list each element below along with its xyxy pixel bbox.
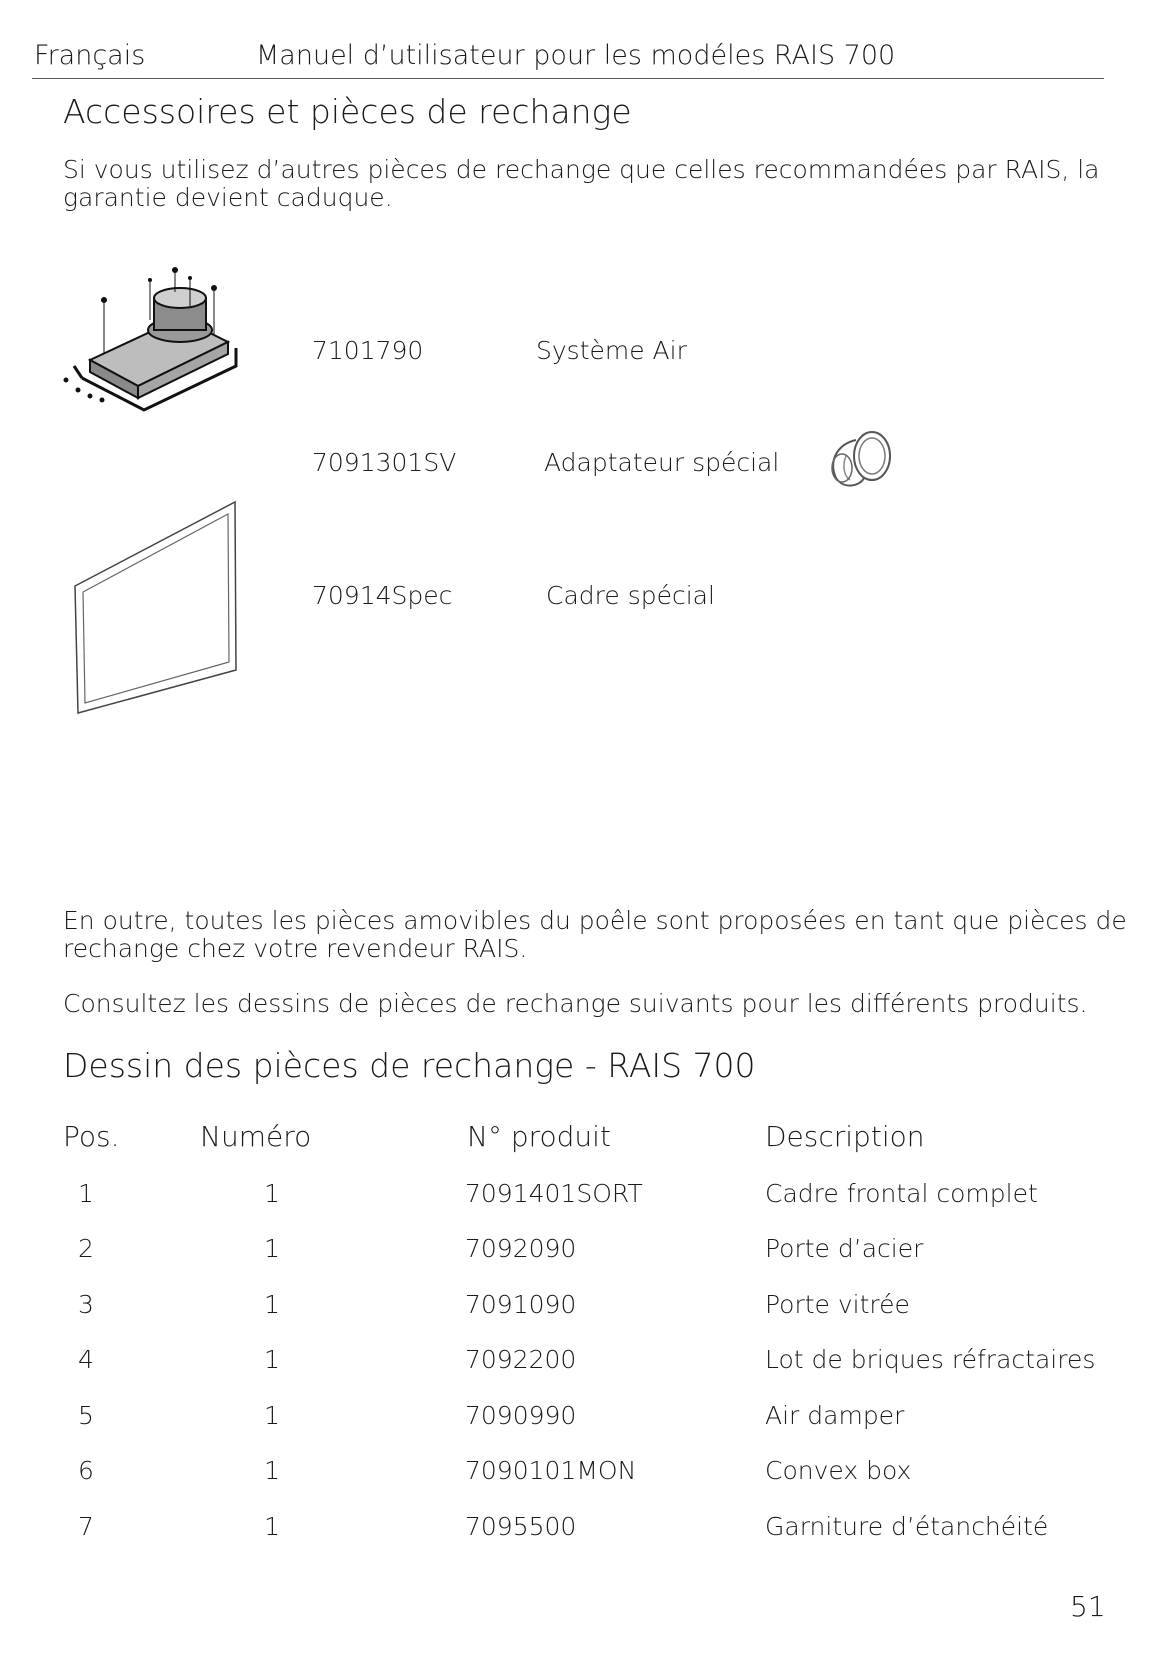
header-language: Français — [34, 40, 146, 71]
cell-num: 1 — [264, 1179, 280, 1208]
column-header-product: N° produit — [467, 1120, 611, 1153]
cell-description: Porte d’acier — [765, 1234, 924, 1263]
column-header-description: Description — [765, 1120, 925, 1153]
cell-description: Convex box — [765, 1456, 912, 1485]
accessory-code: 7101790 — [312, 336, 424, 365]
removable-parts-note: En outre, toutes les pièces amovibles du poêle sont proposées en tant que pièces de rechange chez votre revendeur RAIS. — [63, 906, 1127, 963]
header-divider — [32, 78, 1104, 79]
cell-pos: 3 — [78, 1290, 94, 1319]
cell-product: 7095500 — [465, 1512, 577, 1541]
cell-product: 7092200 — [465, 1345, 577, 1374]
cell-product: 7091090 — [465, 1290, 577, 1319]
page-number: 51 — [1070, 1590, 1106, 1623]
cell-pos: 6 — [78, 1456, 94, 1485]
section-title-spare-parts: Dessin des pièces de rechange - RAIS 700 — [63, 1046, 756, 1085]
cell-product: 7091401SORT — [465, 1179, 643, 1208]
cell-description: Cadre frontal complet — [765, 1179, 1038, 1208]
cell-pos: 4 — [78, 1345, 94, 1374]
cell-description: Lot de briques réfractaires — [765, 1345, 1096, 1374]
cell-pos: 5 — [78, 1401, 94, 1430]
accessory-code: 7091301SV — [312, 448, 457, 477]
cell-description: Porte vitrée — [765, 1290, 910, 1319]
air-system-illustration — [60, 270, 240, 430]
cell-description: Garniture d’étanchéité — [765, 1512, 1049, 1541]
accessory-name: Système Air — [536, 336, 687, 365]
frame-illustration — [70, 500, 245, 720]
warranty-note: Si vous utilisez d’autres pièces de rechange que celles recommandées par RAIS, la garantie devient caduque. — [63, 155, 1100, 212]
cell-description: Air damper — [765, 1401, 905, 1430]
section-title-accessories: Accessoires et pièces de rechange — [63, 92, 632, 131]
cell-num: 1 — [264, 1401, 280, 1430]
adapter-illustration — [820, 426, 900, 496]
drawings-note: Consultez les dessins de pièces de rechange suivants pour les différents produits. — [63, 989, 1088, 1018]
cell-pos: 7 — [78, 1512, 94, 1541]
cell-num: 1 — [264, 1345, 280, 1374]
cell-product: 7090990 — [465, 1401, 577, 1430]
cell-num: 1 — [264, 1234, 280, 1263]
accessory-name: Adaptateur spécial — [544, 448, 780, 477]
cell-product: 7092090 — [465, 1234, 577, 1263]
accessory-code: 70914Spec — [312, 581, 453, 610]
accessory-name: Cadre spécial — [546, 581, 715, 610]
cell-pos: 2 — [78, 1234, 94, 1263]
column-header-numero: Numéro — [200, 1120, 312, 1153]
column-header-pos: Pos. — [63, 1120, 120, 1153]
cell-product: 7090101MON — [465, 1456, 637, 1485]
cell-num: 1 — [264, 1456, 280, 1485]
header-title: Manuel d’utilisateur pour les modéles RAIS 700 — [256, 40, 896, 71]
cell-pos: 1 — [78, 1179, 94, 1208]
cell-num: 1 — [264, 1290, 280, 1319]
cell-num: 1 — [264, 1512, 280, 1541]
